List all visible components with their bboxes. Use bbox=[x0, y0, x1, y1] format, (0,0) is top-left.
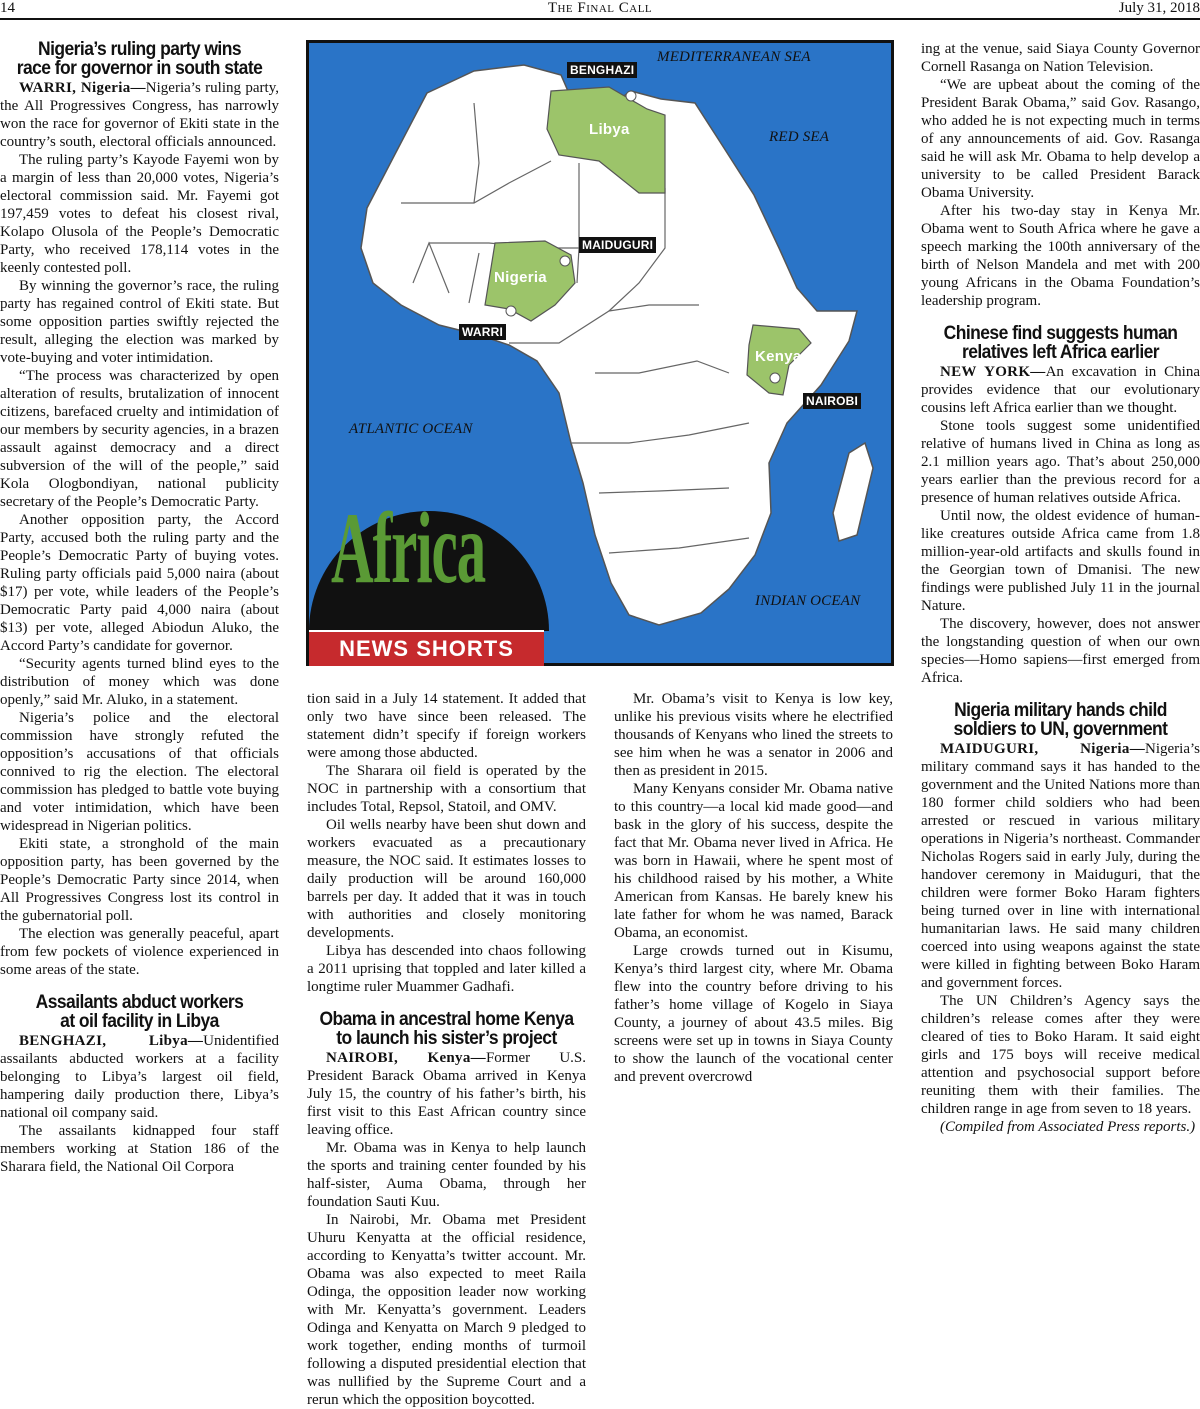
headline-line-2: at oil facility in Libya bbox=[60, 1011, 219, 1032]
page-number: 14 bbox=[0, 0, 15, 16]
city-dot-nairobi bbox=[770, 373, 780, 383]
label-red-sea: RED SEA bbox=[769, 129, 830, 145]
story-lead bbox=[921, 363, 1200, 417]
paragraph: Another opposition party, the Accord Party, accused both the ruling party and the People’s Democratic Party of buying votes. Ruling party officials paid 5,000 naira (about $17) per vote, while leaders of the People’s Democratic Party paid 4,000 naira (about $13) per vote, alleged Abiodun Aluko, the Accord Party’s candidate for governor. bbox=[0, 512, 279, 654]
headline-line-2: soldiers to UN, government bbox=[953, 719, 1168, 740]
dateline: MAIDUGURI, Nigeria— bbox=[940, 741, 1146, 757]
city-label-maiduguri: MAIDUGURI bbox=[579, 237, 656, 253]
headline-line-2: to launch his sister’s project bbox=[336, 1028, 557, 1049]
paragraph: ing at the venue, said Siaya County Governor Cornell Rasanga on Nation Television. bbox=[921, 41, 1200, 75]
story-lead bbox=[921, 740, 1200, 992]
column-4 bbox=[921, 40, 1200, 1136]
dateline: NAIROBI, Kenya— bbox=[326, 1050, 486, 1066]
headline-libya-oil bbox=[11, 993, 268, 1031]
brand-banner: NEWS SHORTS bbox=[309, 630, 544, 666]
headline-line-1: Obama in ancestral home Kenya bbox=[319, 1009, 574, 1030]
label-atlantic-ocean: ATLANTIC OCEAN bbox=[349, 421, 473, 437]
dateline: BENGHAZI, Libya— bbox=[19, 1033, 204, 1049]
city-dot-benghazi bbox=[626, 91, 636, 101]
story-lead bbox=[307, 1049, 586, 1139]
paragraph: In Nairobi, Mr. Obama met President Uhuru Kenyatta at the official residence, according to Kenyatta’s twitter account. Mr. Obama was also expected to meet Raila Odinga, the opposition leader now working with Mr. Kenyatta’s government. Leaders Odinga and Kenyatta on March 9 pledged to work together, ending months of turmoil following a disputed presidential election that was nullified by the Supreme Court and a rerun which the opposition boycotted. bbox=[307, 1212, 586, 1408]
paragraph: Mr. Obama’s visit to Kenya is low key, unlike his previous visits where he electrified thousands of Kenyans who lined the streets to see him when he was a senator in 2006 and then as president in 2015. bbox=[614, 691, 893, 779]
column-1 bbox=[0, 40, 279, 1176]
paper-name: The Final Call bbox=[547, 0, 653, 16]
paragraph: By winning the governor’s race, the ruling party has regained control of Ekiti state. But some opposition parties swiftly rejected the result, alleging the election was marked by vote-buying and voter intimidation. bbox=[0, 278, 279, 366]
paragraph: Nigeria’s police and the electoral commission have strongly refuted the opposition’s accusations of that officials connived to rig the election. The electoral commission has pledged to battle vote buying and voter intimidation, which have been widespread in Nigerian politics. bbox=[0, 710, 279, 834]
country-label-nigeria: Nigeria bbox=[494, 269, 547, 286]
headline-china-human bbox=[932, 324, 1189, 362]
city-label-benghazi: BENGHAZI bbox=[567, 62, 637, 78]
paragraph: The discovery, however, does not answer the longstanding question of when our own species—Homo sapiens—first emerged from Africa. bbox=[921, 616, 1200, 686]
paragraph: The ruling party’s Kayode Fayemi won by a margin of less than 20,000 votes, Nigeria’s electoral commission said. Mr. Fayemi got 197,459 votes to defeat his closest rival, Kolapo Olusola of the People’s Democratic Party, who received 178,114 votes in the keenly contested poll. bbox=[0, 152, 279, 276]
city-dot-maiduguri bbox=[560, 256, 570, 266]
paragraph: The Sharara oil field is operated by the NOC in partnership with a consortium that includes Total, Repsol, Statoil, and OMV. bbox=[307, 763, 586, 815]
paragraph: Ekiti state, a stronghold of the main opposition party, has been governed by the People’s Democratic Party since 2014, when All Progressives Congress lost its control in the gubernatorial poll. bbox=[0, 836, 279, 924]
lead-text: Former U.S. President Barack Obama arrived in Kenya July 15, the country of his father’s birth, his first visit to this East African country since leaving office. bbox=[307, 1050, 586, 1138]
running-header bbox=[0, 0, 1200, 18]
headline-nigeria-election bbox=[11, 40, 268, 78]
label-mediterranean-sea: MEDITERRANEAN SEA bbox=[657, 49, 811, 65]
paragraph: “Security agents turned blind eyes to the distribution of money which was done openly,” said Mr. Aluko, in a statement. bbox=[0, 656, 279, 708]
issue-date: July 31, 2018 bbox=[1118, 0, 1200, 16]
paragraph: Until now, the oldest evidence of human-like creatures outside Africa came from 1.8 million-year-old artifacts and skulls found in the Georgian town of Dmanisi. The new findings were published July 11 in the journal Nature. bbox=[921, 508, 1200, 614]
country-label-libya: Libya bbox=[589, 121, 630, 138]
paragraph: Many Kenyans consider Mr. Obama native to this country—a local kid made good—and bask in the glory of his success, despite the fact that Mr. Obama never lived in Africa. He was born in Hawaii, where he spent most of his childhood raised by his mother, a White American from Kansas. He barely knew his late father for whom he was named, Barack Obama, an economist. bbox=[614, 781, 893, 941]
paragraph: “We are upbeat about the coming of the President Barak Obama,” said Gov. Rasango, who added he is not expecting much in terms of any announcements of aid. Gov. Rasanga said he will ask Mr. Obama to help develop a university to be called President Barack Obama University. bbox=[921, 77, 1200, 201]
headline-obama-kenya bbox=[318, 1010, 575, 1048]
label-indian-ocean: INDIAN OCEAN bbox=[755, 593, 861, 609]
headline-line-2: race for governor in south state bbox=[16, 58, 263, 79]
story-lead bbox=[0, 79, 279, 151]
headline-line-2: relatives left Africa earlier bbox=[961, 342, 1160, 363]
lead-text: An excavation in China provides evidence that our evolutionary cousins left Africa earlier than we thought. bbox=[921, 364, 1200, 416]
paragraph: Large crowds turned out in Kisumu, Kenya’s third largest city, where Mr. Obama flew into the country before driving to his father’s home village of Kogelo in Siaya County, a journey of about 43.5 miles. Big screens were set up in towns in Siaya County to show the launch of the vocational center and prevent overcrowd bbox=[614, 943, 893, 1085]
paragraph: tion said in a July 14 statement. It added that only two have since been released. The statement didn’t specify if foreign workers were among those abducted. bbox=[307, 691, 586, 761]
lead-text: Nigeria’s military command says it has handed to the government and the United Nations more than 180 former child soldiers who had been arrested or rescued in various military operations in Nigeria’s northeast. Commander Nicholas Rogers said in early July, during the handover ceremony in Maiduguri, that the children were former Boko Haram fighters being turned over in line with international humanitarian laws. He said many children coerced into using weapons against the state were killed in fighting between Boko Haram and government forces. bbox=[921, 741, 1200, 991]
paragraph: After his two-day stay in Kenya Mr. Obama went to South Africa where he gave a speech marking the 100th anniversary of the birth of Nelson Mandela and met with 200 young Africans in the Obama Foundation’s leadership program. bbox=[921, 203, 1200, 309]
paragraph: Libya has descended into chaos following a 2011 uprising that toppled and later killed a longtime ruler Muammer Gadhafi. bbox=[307, 943, 586, 995]
paragraph: The election was generally peaceful, apart from few pockets of violence experienced in some areas of the state. bbox=[0, 926, 279, 978]
headline-line-1: Nigeria military hands child bbox=[954, 700, 1167, 721]
paragraph: Oil wells nearby have been shut down and workers evacuated as a precautionary measure, the NOC said. It estimates losses to daily production will be around 160,000 barrels per day. It added that it was in touch with authorities and closely monitoring developments. bbox=[307, 817, 586, 941]
country-label-kenya: Kenya bbox=[755, 348, 802, 365]
city-dot-warri bbox=[506, 306, 516, 316]
dateline: WARRI, Nigeria— bbox=[19, 80, 146, 96]
dateline: NEW YORK— bbox=[940, 364, 1046, 380]
lead-text: Unidentified assailants abducted workers at a facility belonging to Libya’s largest oil field, hampering daily production there, Libya’s national oil company said. bbox=[0, 1033, 279, 1121]
story-lead bbox=[0, 1032, 279, 1122]
paragraph: The assailants kidnapped four staff members working at Station 186 of the Sharara field, the National Oil Corpora bbox=[0, 1123, 279, 1175]
headline-line-1: Assailants abduct workers bbox=[35, 992, 244, 1013]
headline-line-1: Chinese find suggests human bbox=[943, 323, 1178, 344]
header-rule bbox=[0, 18, 1200, 20]
headline-nigeria-military bbox=[932, 701, 1189, 739]
brand-title: Africa bbox=[331, 492, 485, 605]
city-label-warri: WARRI bbox=[459, 324, 506, 340]
headline-line-1: Nigeria’s ruling party wins bbox=[37, 39, 242, 60]
africa-map bbox=[306, 40, 894, 666]
city-label-nairobi: NAIROBI bbox=[803, 393, 861, 409]
paragraph: The UN Children’s Agency says the children’s release comes after they were cleared of ties to Boko Haram. It said eight girls and 175 boys will receive medical attention and psychosocial support before reuniting them with their families. The children range in age from seven to 18 years. bbox=[921, 993, 1200, 1117]
column-2 bbox=[307, 690, 586, 1409]
paragraph: “The process was characterized by open alteration of results, brutalization of innocent citizens, barefaced cruelty and intimidation of our members by security agencies, in a brazen assault against democracy and a direct subversion of the will of the people,” said Kola Ologbondiyan, national publicity secretary of the People’s Democratic Party. bbox=[0, 368, 279, 510]
credit-line: (Compiled from Associated Press reports.) bbox=[940, 1119, 1196, 1135]
paragraph: Mr. Obama was in Kenya to help launch the sports and training center founded by his half-sister, Auma Obama, through her foundation Sauti Kuu. bbox=[307, 1140, 586, 1210]
lead-text: Nigeria’s ruling party, the All Progressives Congress, has narrowly won the race for governor of Ekiti state in the country’s south, electoral officials announced. bbox=[0, 80, 279, 150]
paragraph: Stone tools suggest some unidentified relative of humans lived in China as long as 2.1 million years ago. That’s about 250,000 years earlier than the previous record for a presence of human relatives outside Africa. bbox=[921, 418, 1200, 506]
column-3 bbox=[614, 690, 893, 1086]
madagascar bbox=[833, 443, 873, 541]
